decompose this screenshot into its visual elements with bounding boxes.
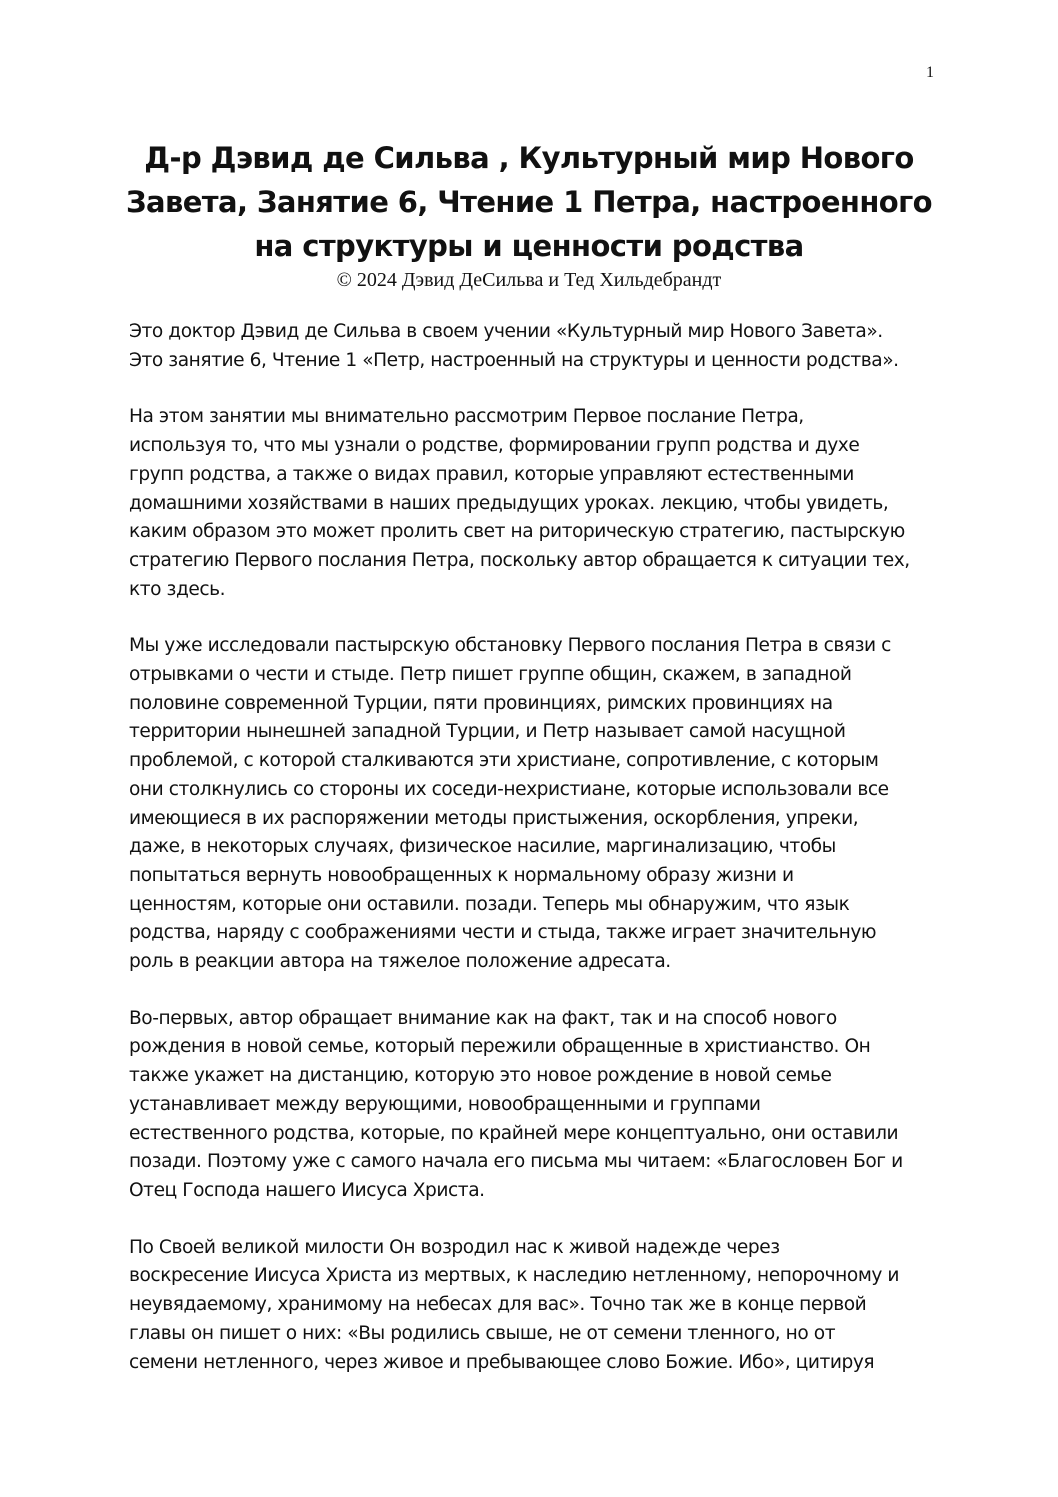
text-line: стратегию Первого послания Петра, поскольку автор обращается к ситуации тех, — [129, 549, 910, 571]
text-line: устанавливает между верующими, новообращенными и группами — [129, 1093, 761, 1115]
text-line: имеющиеся в их распоряжении методы пристыжения, оскорбления, упреки, — [129, 807, 859, 829]
text-line: естественного родства, которые, по крайней мере концептуально, они оставили — [129, 1122, 899, 1144]
text-line: На этом занятии мы внимательно рассмотрим Первое послание Петра, — [129, 406, 804, 428]
text-line: также укажет на дистанцию, которую это новое рождение в новой семье — [129, 1065, 832, 1087]
paragraph-4 — [129, 1005, 939, 1206]
title-line: на структуры и ценности родства — [254, 229, 804, 263]
title-line: Д-р Дэвид де Сильва , Культурный мир Нового — [144, 141, 914, 175]
text-line: домашними хозяйствами в наших предыдущих уроках. лекцию, чтобы увидеть, — [129, 492, 889, 514]
text-line: неувядаемому, хранимому на небесах для вас». Точно так же в конце первой — [129, 1294, 867, 1316]
document-body — [129, 318, 939, 1405]
paragraph-5 — [129, 1234, 939, 1378]
text-line: главы он пишет о них: «Вы родились свыше, не от семени тленного, но от — [129, 1322, 836, 1344]
text-line: они столкнулись со стороны их соседи-нехристиане, которые использовали все — [129, 778, 889, 800]
text-line: рождения в новой семье, который пережили обращенные в христианство. Он — [129, 1036, 871, 1058]
text-line: По Своей великой милости Он возродил нас к живой надежде через — [129, 1236, 780, 1258]
text-line: семени нетленного, через живое и пребывающее слово Божие. Ибо», цитируя — [129, 1351, 875, 1373]
text-line: попытаться вернуть новообращенных к нормальному образу жизни и — [129, 864, 794, 886]
page-number: 1 — [926, 64, 934, 81]
text-line: Это доктор Дэвид де Сильва в своем учении «Культурный мир Нового Завета». — [129, 321, 883, 342]
text-line: проблемой, с которой сталкиваются эти христиане, сопротивление, с которым — [129, 750, 879, 772]
text-line: Мы уже исследовали пастырскую обстановку Первого послания Петра в связи с — [129, 635, 891, 657]
text-line: Во-первых, автор обращает внимание как на факт, так и на способ нового — [129, 1007, 837, 1029]
copyright-line: © 2024 Дэвид ДеСильва и Тед Хильдебрандт — [336, 269, 722, 291]
text-line: Это занятие 6, Чтение 1 «Петр, настроенный на структуры и ценности родства». — [129, 349, 899, 371]
text-line: используя то, что мы узнали о родстве, формировании групп родства и духе — [129, 435, 860, 457]
title-line: Завета, Занятие 6, Чтение 1 Петра, настроенного — [125, 185, 933, 219]
document-title — [100, 136, 958, 268]
text-line: групп родства, а также о видах правил, которые управляют естественными — [129, 463, 854, 485]
text-line: ценностям, которые они оставили. позади. Теперь мы обнаружим, что язык — [129, 893, 850, 915]
text-line: территории нынешней западной Турции, и Петр называет самой насущной — [129, 721, 846, 743]
text-line: каким образом это может пролить свет на риторическую стратегию, пастырскую — [129, 521, 905, 543]
text-line: кто здесь. — [129, 578, 226, 600]
text-line: отрывками о чести и стыде. Петр пишет группе общин, скажем, в западной — [129, 664, 852, 686]
paragraph-2 — [129, 403, 939, 604]
text-line: родства, наряду с соображениями чести и стыда, также играет значительную — [129, 922, 877, 944]
text-line: Отец Господа нашего Иисуса Христа. — [129, 1179, 485, 1201]
text-line: половине современной Турции, пяти провинциях, римских провинциях на — [129, 692, 833, 714]
text-line: роль в реакции автора на тяжелое положение адресата. — [129, 951, 671, 973]
text-line: воскресение Иисуса Христа из мертвых, к наследию нетленному, непорочному и — [129, 1265, 900, 1287]
paragraph-intro — [129, 318, 939, 375]
text-line: позади. Поэтому уже с самого начала его письма мы читаем: «Благословен Бог и — [129, 1151, 903, 1173]
paragraph-3 — [129, 632, 939, 976]
text-line: даже, в некоторых случаях, физическое насилие, маргинализацию, чтобы — [129, 836, 836, 858]
